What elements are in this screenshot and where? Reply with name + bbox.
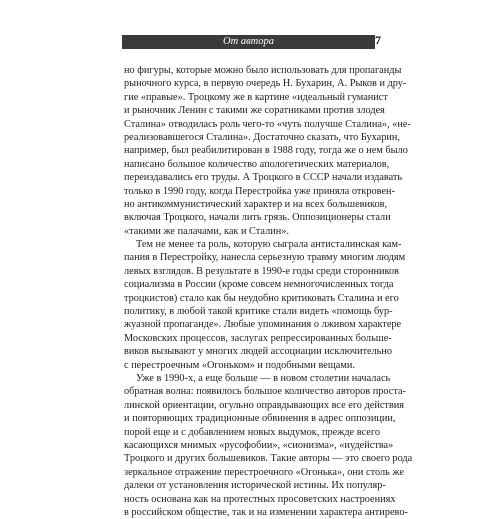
- text-line: социализма в России (кроме совсем немногочисленных тогда: [124, 279, 394, 291]
- text-line: Тем не менее та роль, которую сыграла антисталинская кам-: [136, 239, 402, 251]
- text-line: троцкистов) стало как бы неудобно критиковать Сталина и его: [124, 292, 399, 304]
- text-line: и рыночник Ленин с такими же соратниками против злодея: [124, 105, 385, 117]
- text-line: написано большое количество апологетических материалов,: [124, 158, 390, 170]
- text-line: касающихся мнимых «русофобии», «сионизма», «иудейства»: [124, 439, 394, 451]
- text-line: и повторяющих традиционные обвинения в адрес оппозиции,: [124, 413, 396, 425]
- text-line: с перестроечным «Огоньком» и подобными вещами.: [124, 359, 355, 371]
- text-line: только в 1990 году, когда Перестройка уже приняла откровен-: [124, 185, 395, 197]
- text-line: ность основана как на протестных просоветских настроениях: [124, 493, 396, 505]
- text-line: Сталина» отводилась роль чего-то «чуть получше Сталина», «не-: [124, 118, 411, 130]
- page-number: 7: [375, 33, 381, 47]
- text-line: гие «правые». Троцкому же в картине «идеальный гуманист: [124, 91, 388, 103]
- text-line: реализовавшегося Сталина». Достаточно сказать, что Бухарин,: [124, 131, 400, 143]
- header-title: От автора: [223, 36, 274, 47]
- text-line: Московских процессов, заслугах репрессированных больше-: [124, 332, 392, 344]
- text-line: «такими же палачами, как и Сталин».: [124, 225, 289, 237]
- text-line: в российском обществе, так и на изменении характера антирево-: [124, 506, 408, 518]
- text-line: политику, в любой такой критике стали видеть «помощь бур-: [124, 306, 393, 318]
- text-line: Уже в 1990-х, а еще больше — в новом столетии началась: [136, 372, 391, 384]
- text-line: рыночного курса, в первую очередь Н. Бухарин, А. Рыков и дру-: [124, 78, 407, 90]
- text-line: зеркальное отражение перестроечного «Огонька», они столь же: [124, 466, 404, 478]
- text-line: но антикоммунистический характер и на всех большевиков,: [124, 198, 388, 210]
- text-line: например, был реабилитирован в 1988 году, тогда же о нем было: [124, 145, 408, 157]
- text-line: обратная волна: появилось большое количество авторов проста-: [124, 386, 406, 398]
- running-header: [122, 35, 375, 49]
- body-text: [124, 64, 413, 519]
- text-line: Троцкого и других большевиков. Такие авторы — это своего рода: [124, 453, 413, 465]
- text-line: виков вызывают у многих людей ассоциации исключительно: [124, 346, 393, 358]
- text-line: левых взглядов. В результате в 1990-е годы среди сторонников: [124, 265, 399, 277]
- text-line: далеки от установления исторической истины. Их популяр-: [124, 480, 386, 492]
- text-line: но фигуры, которые можно было использовать для пропаганды: [124, 65, 402, 76]
- text-line: линской ориентации, огульно оправдывающих все его действия: [124, 399, 405, 411]
- text-line: жуазной пропаганде». Любые упоминания о лживом характере: [124, 319, 402, 331]
- text-line: включая Троцкого, начали лить грязь. Оппозиционеры стали: [124, 212, 391, 224]
- text-line: переиздавались его труды. А Троцкого в СССР начали издавать: [124, 172, 403, 184]
- text-line: порой еще и с добавлением новых выдумок, прежде всего: [124, 426, 380, 438]
- text-line: пания в Перестройку, нанесла серьезную травму многим людям: [124, 252, 406, 264]
